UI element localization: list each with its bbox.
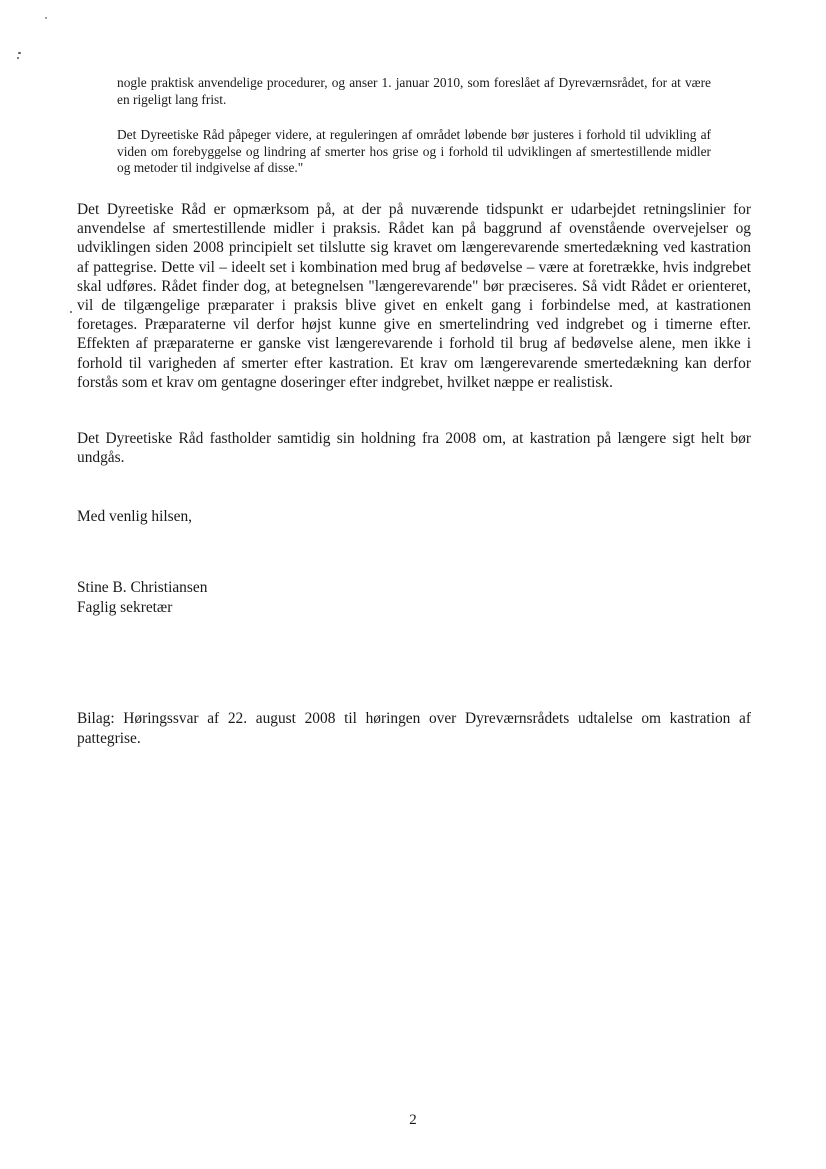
scan-speck: [70, 311, 72, 313]
signatory-title: Faglig sekretær: [77, 598, 173, 616]
quoted-paragraph-1: nogle praktisk anvendelige procedurer, og anser 1. januar 2010, som foreslået af Dyreværnsrådet, for at være en rigeligt lang frist.: [117, 75, 711, 107]
page-number: 2: [409, 1112, 417, 1128]
scan-speck: [18, 52, 21, 54]
attachment-note: Bilag: Høringssvar af 22. august 2008 til høringen over Dyreværnsrådets udtalelse om kastration af pattegrise.: [77, 710, 751, 747]
signature-block: [77, 578, 207, 617]
closing-salutation: Med venlig hilsen,: [77, 508, 192, 525]
body-paragraph-1: Det Dyreetiske Råd er opmærksom på, at der på nuværende tidspunkt er udarbejdet retningslinier for anvendelse af smertestillende midler i praksis. Rådet kan på baggrund af ovenstående overvejelser og udviklingen siden 2008 principielt set tilslutte sig kravet om længerevarende smertedækning ved kastration af pattegrise. Dette vil – ideelt set i kombination med brug af bedøvelse – være at foretrække, hvis indgrebet skal udføres. Rådet finder dog, at betegnelsen "længerevarende" bør præciseres. Så vidt Rådet er orienteret, vil de tilgængelige præparater i praksis blive givet en enkelt gang i forbindelse med, at kastrationen foretages. Præparaterne vil derfor højst kunne give en smertelindring ved indgrebet og i timerne efter. Effekten af præparaterne er ganske vist længerevarende i forhold til brug af bedøvelse alene, men ikke i forhold til varigheden af smerter efter kastration. Et krav om længerevarende smertedækning kan derfor forstås som et krav om gentagne doseringer efter indgrebet, hvilket næppe er realistisk.: [77, 201, 751, 391]
signatory-name: Stine B. Christiansen: [77, 579, 208, 596]
body-paragraph-2: Det Dyreetiske Råd fastholder samtidig sin holdning fra 2008 om, at kastration på længere sigt helt bør undgås.: [77, 430, 751, 467]
quoted-paragraph-2: Det Dyreetiske Råd påpeger videre, at reguleringen af området løbende bør justeres i forhold til udvikling af viden om forebyggelse og lindring af smerter hos grise og i forhold til udviklingen af smertestillende midler og metoder til indgivelse af disse.": [117, 127, 711, 175]
scan-speck: [17, 57, 19, 59]
scan-speck: [45, 17, 47, 19]
